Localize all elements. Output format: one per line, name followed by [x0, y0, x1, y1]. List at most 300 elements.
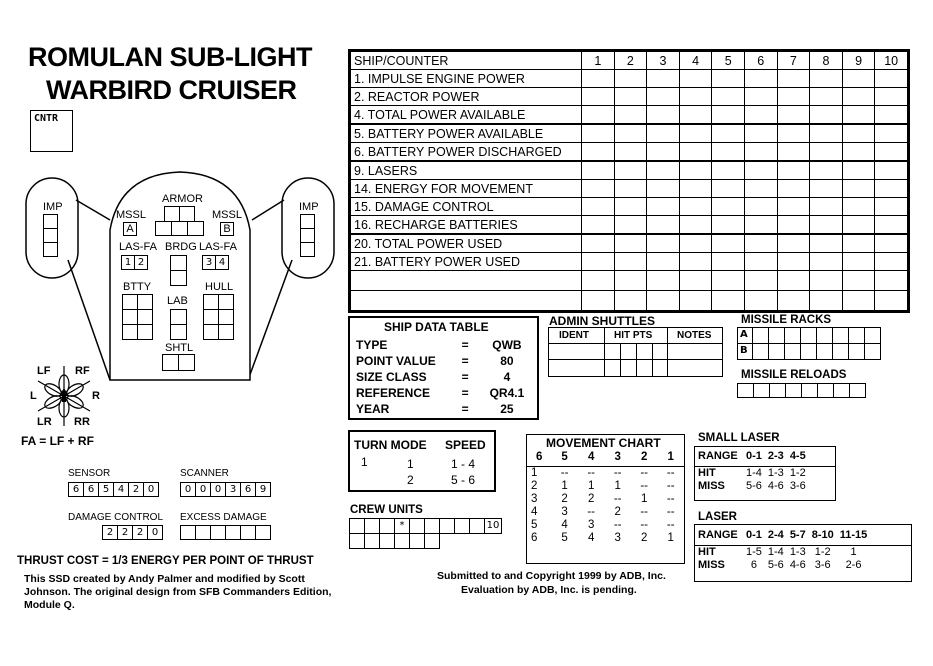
- missile-rack-box[interactable]: [864, 327, 881, 344]
- power-cell[interactable]: [777, 271, 810, 291]
- turn-mode-row1-speed: 1 - 4: [451, 457, 476, 471]
- power-cell[interactable]: [744, 124, 777, 143]
- power-cell[interactable]: [842, 180, 875, 198]
- power-cell[interactable]: [777, 143, 810, 162]
- power-cell[interactable]: [842, 216, 875, 235]
- movement-header-cell: 5: [561, 451, 568, 463]
- power-row-label: [351, 271, 582, 291]
- excess-damage-box[interactable]: [225, 525, 241, 540]
- power-cell[interactable]: [679, 124, 712, 143]
- ship-data-eq: =: [461, 386, 469, 400]
- power-row-label: 15. DAMAGE CONTROL: [351, 198, 582, 216]
- power-cell[interactable]: [875, 291, 908, 311]
- power-row: [351, 124, 908, 143]
- power-cell[interactable]: [744, 70, 777, 88]
- turn-column-header: 10: [875, 52, 908, 70]
- movement-cell: --: [587, 506, 595, 518]
- turn-column-header: 9: [842, 52, 875, 70]
- power-cell[interactable]: [712, 106, 745, 125]
- power-cell[interactable]: [582, 198, 615, 216]
- title-line2: WARBIRD CRUISER: [46, 75, 297, 105]
- power-cell[interactable]: [810, 198, 843, 216]
- arc-l: L: [30, 390, 37, 402]
- laser-cell: 11-15: [839, 529, 868, 541]
- power-cell[interactable]: [875, 70, 908, 88]
- sensor-box[interactable]: 6: [83, 482, 99, 497]
- movement-cell: 2: [640, 532, 648, 544]
- power-cell[interactable]: [712, 291, 745, 311]
- power-cell[interactable]: [614, 143, 647, 162]
- ship-data-key: TYPE: [356, 338, 388, 352]
- power-cell[interactable]: [777, 234, 810, 253]
- missile-rack-box[interactable]: [832, 327, 849, 344]
- lasfa-left-label: LAS-FA: [119, 241, 157, 253]
- small-laser-cell: 5-6: [746, 480, 762, 492]
- movement-cell: 2: [587, 493, 595, 505]
- mssl-left-label: MSSL: [116, 209, 146, 221]
- power-cell[interactable]: [647, 106, 680, 125]
- turn-mode-row1-mode: 1: [407, 457, 414, 471]
- arc-r: R: [92, 390, 100, 402]
- admin-col-hitpts: HIT PTS: [614, 330, 653, 341]
- power-cell[interactable]: [810, 143, 843, 162]
- power-cell[interactable]: [744, 143, 777, 162]
- crew-unit-box[interactable]: [424, 533, 440, 549]
- scanner-box[interactable]: 9: [255, 482, 271, 497]
- power-cell[interactable]: [614, 198, 647, 216]
- sensor-box[interactable]: 0: [143, 482, 159, 497]
- movement-cell: 1: [587, 480, 595, 492]
- power-cell[interactable]: [614, 234, 647, 253]
- ship-data-row: [353, 369, 537, 385]
- small-laser-cell: 4-5: [789, 450, 806, 462]
- power-cell[interactable]: [777, 180, 810, 198]
- laser-cell: 6: [750, 559, 758, 571]
- power-cell[interactable]: [744, 198, 777, 216]
- ship-data-row: [353, 385, 537, 401]
- movement-cell: --: [587, 467, 595, 479]
- excess-damage-box[interactable]: [210, 525, 226, 540]
- power-cell[interactable]: [744, 161, 777, 180]
- admin-shuttles-title: ADMIN SHUTTLES: [549, 314, 655, 328]
- power-cell[interactable]: [614, 106, 647, 125]
- power-row: [351, 143, 908, 162]
- sensor-box[interactable]: 4: [113, 482, 129, 497]
- arc-formula: FA = LF + RF: [21, 434, 94, 448]
- power-cell[interactable]: [842, 198, 875, 216]
- power-cell[interactable]: [712, 253, 745, 271]
- power-cell[interactable]: [712, 88, 745, 106]
- power-cell[interactable]: [810, 253, 843, 271]
- crew-unit-box[interactable]: [349, 518, 365, 534]
- turn-mode-row2-mode: 2: [407, 473, 414, 487]
- crew-unit-box[interactable]: [364, 518, 380, 534]
- missile-reload-box[interactable]: [785, 383, 802, 398]
- crew-unit-box[interactable]: [409, 533, 425, 549]
- power-cell[interactable]: [582, 106, 615, 125]
- ship-data-value: 4: [503, 370, 511, 384]
- power-row-label: 16. RECHARGE BATTERIES: [351, 216, 582, 235]
- power-cell[interactable]: [647, 143, 680, 162]
- power-cell[interactable]: [810, 180, 843, 198]
- mssl-b-box[interactable]: B: [220, 222, 234, 236]
- power-cell[interactable]: [744, 106, 777, 125]
- missile-rack-box[interactable]: [800, 327, 817, 344]
- small-laser-hit-row: [695, 467, 809, 480]
- power-cell[interactable]: [810, 106, 843, 125]
- power-cell[interactable]: [875, 143, 908, 162]
- crew-unit-box[interactable]: *: [394, 518, 410, 534]
- power-cell[interactable]: [712, 161, 745, 180]
- movement-cell: 3: [587, 519, 595, 531]
- sensor-box[interactable]: 2: [128, 482, 144, 497]
- excess-damage-track[interactable]: [181, 525, 271, 540]
- movement-row: [527, 532, 684, 545]
- power-cell[interactable]: [614, 161, 647, 180]
- power-cell[interactable]: [679, 161, 712, 180]
- power-cell[interactable]: [712, 234, 745, 253]
- movement-cell: 4: [561, 519, 568, 531]
- missile-rack-box[interactable]: [832, 343, 849, 360]
- small-laser-cell: 3-6: [789, 480, 806, 492]
- ship-data-value: 25: [500, 402, 514, 416]
- laser-cell: 3-6: [814, 559, 831, 571]
- power-cell[interactable]: [875, 198, 908, 216]
- turn-column-header: 8: [810, 52, 843, 70]
- power-cell[interactable]: [647, 198, 680, 216]
- power-cell[interactable]: [875, 271, 908, 291]
- power-cell[interactable]: [679, 70, 712, 88]
- crew-unit-box[interactable]: [379, 518, 395, 534]
- power-cell[interactable]: [777, 216, 810, 235]
- missile-rack-box[interactable]: [784, 327, 801, 344]
- movement-cell: 2: [561, 493, 568, 505]
- power-cell[interactable]: [744, 180, 777, 198]
- missile-reload-box[interactable]: [801, 383, 818, 398]
- power-cell[interactable]: [614, 70, 647, 88]
- power-cell[interactable]: [582, 124, 615, 143]
- power-cell[interactable]: [842, 106, 875, 125]
- power-cell[interactable]: [810, 291, 843, 311]
- power-cell[interactable]: [679, 234, 712, 253]
- power-cell[interactable]: [679, 106, 712, 125]
- ship-data-value: QR4.1: [489, 386, 525, 400]
- missile-reload-box[interactable]: [849, 383, 866, 398]
- power-cell[interactable]: [614, 216, 647, 235]
- power-cell[interactable]: [712, 216, 745, 235]
- small-laser-cell: MISS: [698, 480, 725, 492]
- power-cell[interactable]: [712, 180, 745, 198]
- power-cell[interactable]: [712, 143, 745, 162]
- crew-unit-box[interactable]: [469, 518, 485, 534]
- power-cell[interactable]: [647, 124, 680, 143]
- power-row-label: 4. TOTAL POWER AVAILABLE: [351, 106, 582, 125]
- power-cell[interactable]: [810, 216, 843, 235]
- damage-control-box[interactable]: 2: [132, 525, 148, 540]
- power-cell[interactable]: [647, 271, 680, 291]
- power-cell[interactable]: [712, 70, 745, 88]
- power-cell[interactable]: [875, 161, 908, 180]
- arc-lr: LR: [37, 416, 52, 428]
- ship-data-value: 80: [500, 354, 514, 368]
- crew-units-track[interactable]: [350, 518, 502, 534]
- missile-reload-box[interactable]: [833, 383, 850, 398]
- turn-mode-value: 1: [361, 455, 368, 469]
- power-cell[interactable]: [679, 180, 712, 198]
- power-cell[interactable]: [614, 124, 647, 143]
- power-cell[interactable]: [647, 70, 680, 88]
- missile-rack-box[interactable]: [768, 343, 785, 360]
- laser-cell: RANGE: [698, 529, 738, 541]
- power-cell[interactable]: [875, 88, 908, 106]
- power-cell[interactable]: [842, 161, 875, 180]
- power-row-label: 5. BATTERY POWER AVAILABLE: [351, 124, 582, 143]
- mssl-a-box[interactable]: A: [123, 222, 137, 236]
- small-laser-cell: 1-3: [767, 467, 784, 479]
- small-laser-cell: HIT: [698, 467, 716, 479]
- admin-shuttles-table[interactable]: [548, 327, 723, 377]
- crew-unit-box[interactable]: [349, 533, 365, 549]
- power-cell[interactable]: [777, 106, 810, 125]
- ship-data-eq: =: [461, 338, 469, 352]
- missile-rack-box[interactable]: [848, 343, 865, 360]
- lasfa-right-cells[interactable]: 3 4: [203, 255, 229, 270]
- power-cell[interactable]: [744, 291, 777, 311]
- power-cell[interactable]: [842, 124, 875, 143]
- power-cell[interactable]: [582, 234, 615, 253]
- power-cell[interactable]: [744, 88, 777, 106]
- power-cell[interactable]: [875, 234, 908, 253]
- power-cell[interactable]: [712, 124, 745, 143]
- excess-damage-box[interactable]: [255, 525, 271, 540]
- power-row: [351, 216, 908, 235]
- power-cell[interactable]: [582, 216, 615, 235]
- small-laser-cell: 1-2: [789, 467, 806, 479]
- power-cell[interactable]: [679, 271, 712, 291]
- power-cell[interactable]: [647, 253, 680, 271]
- ship-data-eq: =: [461, 402, 469, 416]
- missile-rack-box[interactable]: [752, 343, 769, 360]
- power-cell[interactable]: [810, 271, 843, 291]
- movement-cell: --: [640, 519, 649, 531]
- power-cell[interactable]: [842, 271, 875, 291]
- crew-unit-box[interactable]: [409, 518, 425, 534]
- hull-label: HULL: [205, 281, 234, 293]
- laser-cell: 5-6: [767, 559, 784, 571]
- scanner-box[interactable]: 0: [210, 482, 226, 497]
- missile-rack-box[interactable]: [768, 327, 785, 344]
- power-cell[interactable]: [647, 88, 680, 106]
- power-cell[interactable]: [810, 161, 843, 180]
- missile-reload-box[interactable]: [737, 383, 754, 398]
- small-laser-miss-row: [695, 480, 809, 493]
- power-cell[interactable]: [744, 253, 777, 271]
- power-cell[interactable]: [875, 180, 908, 198]
- movement-row: [527, 467, 684, 480]
- power-row: [351, 198, 908, 216]
- power-cell[interactable]: [582, 180, 615, 198]
- shtl-label: SHTL: [165, 342, 194, 354]
- laser-cell: 0-1: [746, 529, 762, 541]
- damage-control-box[interactable]: 2: [102, 525, 118, 540]
- power-row-label: 21. BATTERY POWER USED: [351, 253, 582, 271]
- missile-reloads-track[interactable]: [738, 383, 866, 398]
- power-cell[interactable]: [777, 253, 810, 271]
- missile-rack-box[interactable]: [848, 327, 865, 344]
- damage-control-box[interactable]: 2: [117, 525, 133, 540]
- turn-column-header: 7: [777, 52, 810, 70]
- power-cell[interactable]: [582, 253, 615, 271]
- scanner-box[interactable]: 0: [195, 482, 211, 497]
- power-cell[interactable]: [614, 253, 647, 271]
- power-cell[interactable]: [842, 70, 875, 88]
- thrust-note: THRUST COST = 1/3 ENERGY PER POINT OF THRUST: [17, 555, 314, 567]
- power-cell[interactable]: [679, 88, 712, 106]
- power-cell[interactable]: [875, 253, 908, 271]
- small-laser-cell: 0-1: [746, 450, 762, 462]
- power-cell[interactable]: [582, 161, 615, 180]
- power-cell[interactable]: [810, 88, 843, 106]
- laser-miss-row: [695, 559, 870, 572]
- mssl-right-label: MSSL: [212, 209, 242, 221]
- power-cell[interactable]: [842, 234, 875, 253]
- power-row: [351, 70, 908, 88]
- missile-rack-box[interactable]: [816, 343, 833, 360]
- power-cell[interactable]: [842, 253, 875, 271]
- small-laser-cell: 1-4: [746, 467, 762, 479]
- power-cell[interactable]: [582, 143, 615, 162]
- power-cell[interactable]: [647, 216, 680, 235]
- missile-reload-box[interactable]: [817, 383, 834, 398]
- scanner-track[interactable]: [181, 482, 271, 497]
- power-cell[interactable]: [842, 143, 875, 162]
- lasfa-left-cells[interactable]: 1 2: [122, 255, 148, 270]
- power-cell[interactable]: [744, 216, 777, 235]
- missile-rack-box[interactable]: [800, 343, 817, 360]
- power-cell[interactable]: [777, 291, 810, 311]
- scanner-box[interactable]: 3: [225, 482, 241, 497]
- movement-header-cell: 6: [535, 451, 543, 463]
- sensor-box[interactable]: 6: [68, 482, 84, 497]
- movement-row: [527, 519, 684, 532]
- power-cell[interactable]: [614, 291, 647, 311]
- missile-rack-box[interactable]: [816, 327, 833, 344]
- movement-header-cell: 1: [667, 451, 674, 463]
- missile-reload-box[interactable]: [753, 383, 770, 398]
- power-cell[interactable]: [647, 180, 680, 198]
- power-cell[interactable]: [777, 124, 810, 143]
- sensor-box[interactable]: 5: [98, 482, 114, 497]
- power-cell[interactable]: [679, 253, 712, 271]
- power-cell[interactable]: [614, 88, 647, 106]
- missile-reload-box[interactable]: [769, 383, 786, 398]
- laser-cell: 1-3: [789, 546, 806, 558]
- cntr-box[interactable]: [30, 110, 73, 152]
- sensor-track[interactable]: [69, 482, 159, 497]
- power-row-label: 6. BATTERY POWER DISCHARGED: [351, 143, 582, 162]
- power-cell[interactable]: [582, 291, 615, 311]
- excess-damage-box[interactable]: [195, 525, 211, 540]
- power-cell[interactable]: [614, 271, 647, 291]
- power-cell[interactable]: [777, 161, 810, 180]
- power-cell[interactable]: [875, 216, 908, 235]
- movement-cell: 5: [561, 532, 568, 544]
- ship-data-eq: =: [461, 354, 469, 368]
- power-cell[interactable]: [744, 271, 777, 291]
- ship-data-eq: =: [461, 370, 469, 384]
- missile-rack-box[interactable]: [864, 343, 881, 360]
- scanner-box[interactable]: 6: [240, 482, 256, 497]
- credit-line2: Johnson. The original design from SFB Commanders Edition,: [24, 586, 332, 598]
- scanner-box[interactable]: 0: [180, 482, 196, 497]
- crew-unit-box[interactable]: [394, 533, 410, 549]
- power-cell[interactable]: [712, 198, 745, 216]
- power-cell[interactable]: [777, 88, 810, 106]
- power-cell[interactable]: [842, 88, 875, 106]
- power-cell[interactable]: [810, 234, 843, 253]
- missile-rack-box[interactable]: [752, 327, 769, 344]
- power-cell[interactable]: [712, 271, 745, 291]
- damage-control-box[interactable]: 0: [147, 525, 163, 540]
- excess-damage-box[interactable]: [240, 525, 256, 540]
- crew-unit-box[interactable]: [379, 533, 395, 549]
- excess-damage-label: EXCESS DAMAGE: [180, 512, 267, 523]
- excess-damage-box[interactable]: [180, 525, 196, 540]
- power-cell[interactable]: [679, 291, 712, 311]
- crew-unit-box[interactable]: [454, 518, 470, 534]
- power-cell[interactable]: [582, 70, 615, 88]
- crew-unit-box[interactable]: [424, 518, 440, 534]
- laser-cell: 4-6: [789, 559, 806, 571]
- power-cell[interactable]: [810, 124, 843, 143]
- lasfa-right-label: LAS-FA: [199, 241, 237, 253]
- laser-cell: 1: [850, 546, 857, 558]
- power-cell[interactable]: [614, 180, 647, 198]
- power-cell[interactable]: [875, 106, 908, 125]
- power-row: [351, 88, 908, 106]
- power-cell[interactable]: [810, 70, 843, 88]
- movement-cell: 4: [587, 532, 595, 544]
- power-cell[interactable]: [875, 124, 908, 143]
- crew-unit-box[interactable]: [439, 518, 455, 534]
- movement-cell: 3: [614, 532, 621, 544]
- power-cell[interactable]: [744, 234, 777, 253]
- power-cell[interactable]: [647, 234, 680, 253]
- turn-column-header: 1: [582, 52, 615, 70]
- power-cell[interactable]: [679, 216, 712, 235]
- ship-data-title: SHIP DATA TABLE: [384, 320, 489, 334]
- movement-header: [527, 451, 684, 467]
- power-cell[interactable]: [842, 291, 875, 311]
- damage-control-track[interactable]: [103, 525, 163, 540]
- missile-rack-box[interactable]: [784, 343, 801, 360]
- movement-cell: --: [666, 519, 675, 531]
- power-cell[interactable]: [582, 271, 615, 291]
- crew-unit-box-last[interactable]: 10: [484, 518, 502, 534]
- ship-data-key: SIZE CLASS: [356, 370, 427, 384]
- movement-cell: 3: [531, 493, 538, 505]
- power-cell[interactable]: [777, 70, 810, 88]
- power-cell[interactable]: [647, 161, 680, 180]
- movement-cell: --: [640, 467, 649, 479]
- power-cell[interactable]: [777, 198, 810, 216]
- power-cell[interactable]: [679, 198, 712, 216]
- power-cell[interactable]: [582, 88, 615, 106]
- crew-unit-box[interactable]: [364, 533, 380, 549]
- power-cell[interactable]: [679, 143, 712, 162]
- movement-cell: 6: [531, 532, 538, 544]
- power-cell[interactable]: [647, 291, 680, 311]
